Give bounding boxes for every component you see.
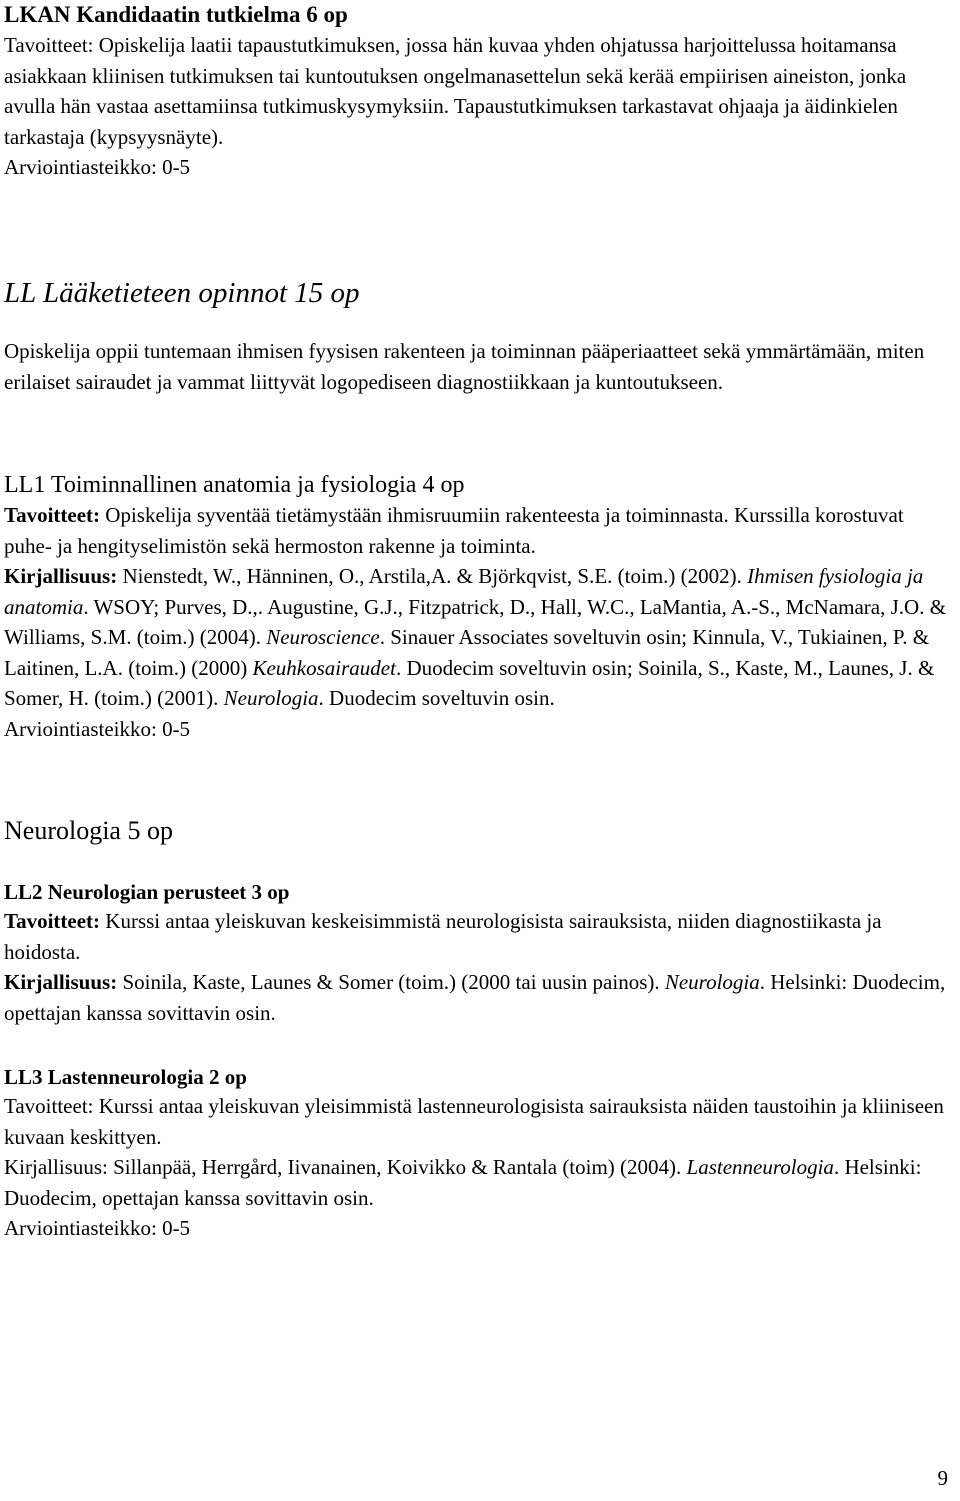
grading-scale: Arviointiasteikko: 0-5	[4, 716, 191, 741]
page-number: 9	[937, 1466, 948, 1490]
goals-paragraph: Tavoitteet: Kurssi antaa yleiskuvan yleisimmistä lastenneurologisista sairauksista näiden taustoihin ja kliiniseen kuvaan keskittyen.	[4, 1094, 944, 1149]
goals-label: Tavoitteet:	[4, 33, 94, 57]
goals-text: Opiskelija laatii tapaustutkimuksen, jossa hän kuvaa yhden ohjatussa harjoittelussa hoitamansa asiakkaan kliinisen tutkimuksen tai kuntoutuksen ongelmanasettelun sekä kerää empiirisen aineiston, jonka avulla hän vastaa asettamiinsa tutkimuskysymyksiin. Tapaustutkimuksen tarkastavat ohjaaja ja äidinkielen tarkastaja (kypsyysnäyte).	[4, 33, 907, 149]
book-title: Keuhkosairaudet	[252, 655, 396, 680]
literature-text: Soinila, Kaste, Launes & Somer (toim.) (2000 tai uusin painos).	[117, 970, 665, 994]
literature-paragraph	[4, 561, 954, 714]
literature-text: . Sinauer Associates soveltuvin osin; Kinnula, V., Tukiainen, P. & Laitinen, L.A. (toim.) (2000)	[4, 625, 930, 680]
grading-scale: Arviointiasteikko: 0-5	[4, 1216, 191, 1240]
goals-paragraph	[4, 30, 954, 152]
goals-text: Opiskelija syventää tietämystään ihmisruumiin rakenteesta ja toiminnasta. Kurssilla korostuvat puhe- ja hengityselimistön sekä hermoston rakenne ja toiminta.	[4, 503, 904, 558]
literature-text: Nienstedt, W., Hänninen, O., Arstila,A. & Björkqvist, S.E. (toim.) (2002).	[117, 564, 748, 588]
section-heading: Neurologia 5 op	[4, 816, 173, 845]
goals-label: Tavoitteet:	[4, 909, 101, 933]
book-title: Lastenneurologia	[686, 1155, 834, 1179]
literature-text: . WSOY; Purves, D.,. Augustine, G.J., Fitzpatrick, D., Hall, W.C., LaMantia, A.-S., McNamara, J.O. & Williams, S.M. (toim.) (2004).	[4, 594, 947, 649]
literature-text: . Helsinki: Duodecim, opettajan kanssa sovittavin osin.	[4, 1155, 922, 1210]
literature-text: . Duodecim soveltuvin osin.	[318, 686, 555, 710]
section-ll1	[4, 470, 954, 744]
section-heading: LL Lääketieteen opinnot 15 op	[4, 277, 360, 309]
literature-paragraph	[4, 967, 954, 1028]
goals-label: Tavoitteet:	[4, 503, 101, 527]
section-neurologia	[4, 815, 954, 847]
intro-paragraph: Opiskelija oppii tuntemaan ihmisen fyysisen rakenteen ja toiminnan pääperiaatteet sekä ymmärtämään, miten erilaiset sairaudet ja vammat liittyvät logopediseen diagnostiikkaan ja kuntoutukseen.	[4, 339, 925, 394]
book-title: Neurologia	[223, 686, 319, 710]
literature-paragraph	[4, 1152, 954, 1213]
section-kandidaatin-tutkielma	[4, 0, 954, 183]
goals-paragraph	[4, 500, 954, 561]
section-heading: LL2 Neurologian perusteet 3 op	[4, 880, 290, 904]
section-ll2	[4, 878, 954, 1028]
goals-text: Kurssi antaa yleiskuvan keskeisimmistä neurologisista sairauksista, niiden diagnostiikasta ja hoidosta.	[4, 909, 882, 964]
section-ll3	[4, 1063, 954, 1244]
literature-text: Kirjallisuus: Sillanpää, Herrgård, Iivanainen, Koivikko & Rantala (toim) (2004).	[4, 1155, 687, 1179]
literature-text: . Helsinki: Duodecim, opettajan kanssa sovittavin osin.	[4, 970, 946, 1025]
literature-label: Kirjallisuus:	[4, 970, 118, 994]
book-title: Ihmisen fysiologia ja anatomia	[4, 564, 924, 619]
section-heading: LKAN Kandidaatin tutkielma 6 op	[4, 2, 348, 27]
section-heading: LL3 Lastenneurologia 2 op	[4, 1065, 247, 1089]
book-title: Neuroscience	[266, 625, 380, 649]
literature-text: . Duodecim soveltuvin osin; Soinila, S., Kaste, M., Launes, J. & Somer, H. (toim.) (2001).	[4, 655, 935, 710]
grading-scale: Arviointiasteikko: 0-5	[4, 155, 191, 179]
section-heading: LL1 Toiminnallinen anatomia ja fysiologia 4 op	[4, 472, 465, 498]
goals-paragraph	[4, 906, 954, 967]
literature-label: Kirjallisuus:	[4, 564, 118, 588]
book-title: Neurologia	[664, 970, 760, 994]
section-laaketieteen-opinnot	[4, 276, 954, 397]
